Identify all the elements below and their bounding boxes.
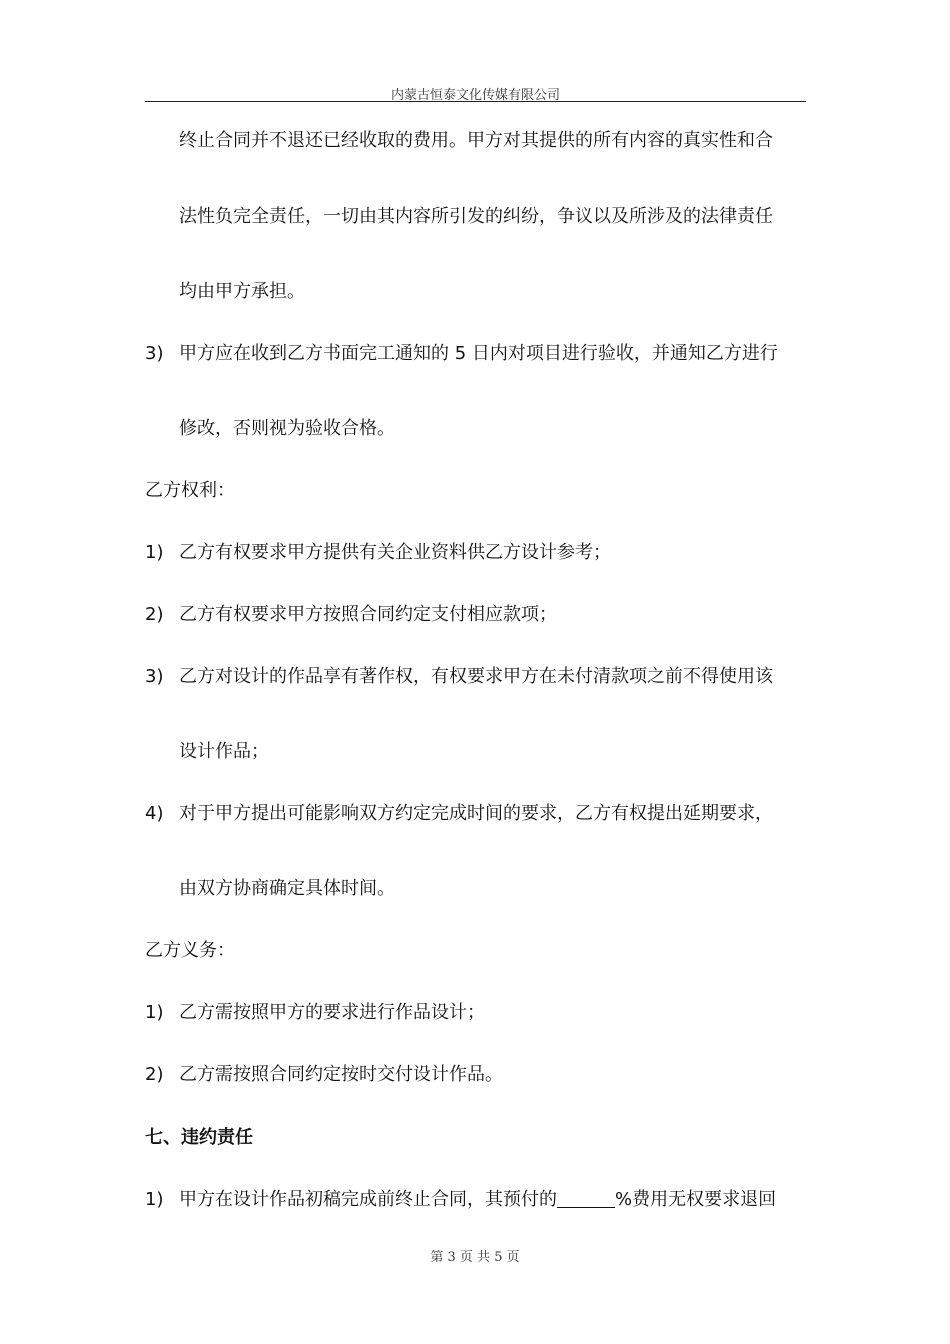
list-item-line: 修改，否则视为验收合格。 [179,418,395,439]
list-number: 1) [145,1002,164,1023]
paragraph-line: 法性负完全责任，一切由其内容所引发的纠纷，争议以及所涉及的法律责任 [179,206,773,227]
list-number: 4) [145,803,164,824]
line-text-before-blank: 甲方在设计作品初稿完成前终止合同，其预付的 [179,1189,557,1210]
section-heading: 七、违约责任 [145,1127,253,1148]
list-item-line: 乙方有权要求甲方提供有关企业资料供乙方设计参考； [179,542,611,563]
page-footer: 第 3 页 共 5 页 [430,1250,520,1265]
list-item-line: 乙方对设计的作品享有著作权，有权要求甲方在未付清款项之前不得使用该 [179,666,773,687]
list-item-line: 乙方需按照合同约定按时交付设计作品。 [179,1064,503,1085]
list-item-line: 对于甲方提出可能影响双方约定完成时间的要求，乙方有权提出延期要求， [179,803,773,824]
page-header: 内蒙古恒泰文化传媒有限公司 [390,88,560,103]
list-item-line [179,1188,776,1212]
duties-title: 乙方义务： [145,940,235,961]
paragraph-line: 均由甲方承担。 [179,281,305,302]
list-number: 1) [145,542,164,563]
list-number: 2) [145,604,164,625]
list-item-line: 乙方有权要求甲方按照合同约定支付相应款项； [179,604,557,625]
list-item-line: 设计作品； [179,741,269,762]
list-number: 3) [145,666,164,687]
list-number: 3) [145,343,164,364]
list-item-line: 由双方协商确定具体时间。 [179,878,395,899]
list-item-line: 乙方需按照甲方的要求进行作品设计； [179,1002,485,1023]
header-rule [145,101,806,102]
list-item-line: 甲方应在收到乙方书面完工通知的 5 日内对项目进行验收，并通知乙方进行 [179,343,778,364]
list-number: 1) [145,1189,164,1210]
fill-in-blank [557,1189,615,1208]
rights-title: 乙方权利： [145,480,235,501]
list-number: 2) [145,1064,164,1085]
paragraph-line: 终止合同并不退还已经收取的费用。甲方对其提供的所有内容的真实性和合 [179,130,773,151]
line-text-after-blank: %费用无权要求退回 [615,1189,777,1210]
